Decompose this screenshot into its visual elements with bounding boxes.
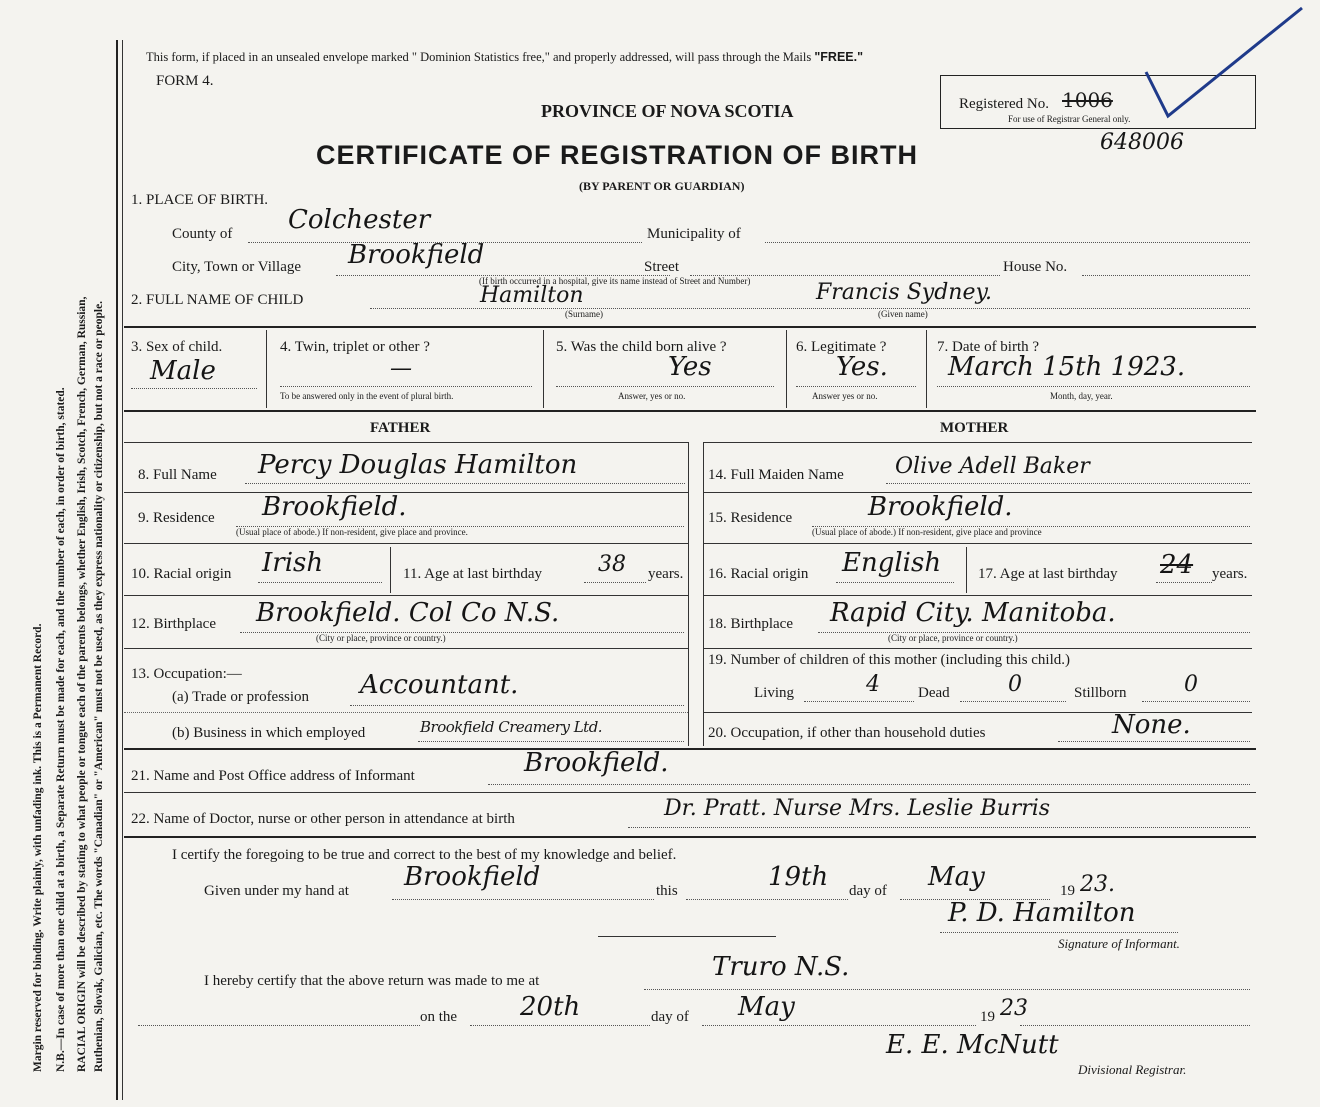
father-years: years.: [648, 566, 684, 582]
section-rule-4: [124, 836, 1256, 838]
mother-age: 24: [1160, 550, 1194, 580]
row3-divider-2: [543, 330, 544, 408]
legitimate-value: Yes.: [836, 352, 888, 382]
father-res-note: (Usual place of abode.) If non-resident, give place and province.: [236, 527, 468, 537]
father-birthplace-line: [240, 632, 684, 633]
hospital-note: (If birth occurred in a hospital, give its name instead of Street and Number): [479, 276, 751, 286]
informant-label: 21. Name and Post Office address of Informant: [131, 768, 415, 784]
informant-sig-line: [940, 932, 1178, 933]
margin-note-4: Ruthenian, Slovak, Galician, etc. The words "Canadian" or "American" must not be used, as they express nationality or citizenship, but not a race or people.: [93, 300, 105, 1072]
section-rule-1: [124, 326, 1256, 328]
given-place-line: [392, 899, 654, 900]
mother-racial-line: [836, 582, 954, 583]
checkmark-icon: [1140, 4, 1310, 134]
form-number: FORM 4.: [156, 73, 214, 89]
registrar-signature: E. E. McNutt: [886, 1030, 1059, 1060]
twin-note: To be answered only in the event of plural birth.: [280, 391, 454, 401]
registrar-day-of-label: day of: [651, 1009, 689, 1025]
section-rule-2: [124, 410, 1256, 412]
sex-label: 3. Sex of child.: [131, 339, 223, 355]
informant-signature: P. D. Hamilton: [948, 898, 1136, 928]
row3-divider-4: [926, 330, 927, 408]
given-under-label: Given under my hand at: [204, 883, 349, 899]
father-heading-rule: [124, 442, 688, 443]
informant-value: Brookfield.: [524, 748, 669, 778]
father-birthplace: Brookfield. Col Co N.S.: [256, 598, 560, 628]
father-racial: Irish: [262, 548, 324, 578]
registrar-day: 20th: [520, 992, 581, 1022]
stamp-number: 648006: [1100, 130, 1184, 155]
business-line: [418, 741, 684, 742]
sex-line: [131, 388, 257, 389]
trade-line: [350, 705, 684, 706]
dob-note: Month, day, year.: [1050, 391, 1113, 401]
father-racial-line: [258, 582, 382, 583]
short-rule: [598, 936, 776, 937]
row13-divider: [124, 712, 688, 713]
mother-age-line: [1156, 582, 1212, 583]
trade-label: (a) Trade or profession: [172, 689, 310, 705]
father-age-label: 11. Age at last birthday: [403, 566, 542, 582]
mother-birthplace: Rapid City. Manitoba.: [830, 598, 1116, 628]
mother-birthplace-label: 18. Birthplace: [708, 616, 793, 632]
dead-line: [960, 701, 1066, 702]
section-rule-3: [124, 748, 1256, 750]
father-heading: FATHER: [370, 420, 431, 436]
margin-rule-inner: [122, 40, 123, 1100]
born-alive-label: 5. Was the child born alive ?: [556, 339, 727, 355]
cert-day-line: [686, 899, 848, 900]
living-count: 4: [866, 672, 880, 697]
registrar-month: May: [738, 992, 795, 1022]
doctor-value: Dr. Pratt. Nurse Mrs. Leslie Burris: [664, 796, 1051, 821]
margin-rule: [116, 40, 118, 1100]
house-label: House No.: [1003, 259, 1068, 275]
registrar-statement: I hereby certify that the above return was made to me at: [204, 973, 540, 989]
mother-heading: MOTHER: [940, 420, 1009, 436]
registrar-month-line: [702, 1025, 976, 1026]
stillborn-label: Stillborn: [1074, 685, 1127, 701]
given-caption: (Given name): [878, 309, 928, 319]
county-label: County of: [172, 226, 233, 242]
postal-note-text: This form, if placed in an unsealed envelope marked " Dominion Statistics free," and properly addressed, will pass through the Mails: [146, 50, 812, 64]
business-label: (b) Business in which employed: [172, 725, 366, 741]
margin-note-1: Margin reserved for binding. Write plainly, with unfading ink. This is a Permanent Record.: [32, 623, 44, 1072]
cert-month: May: [928, 862, 985, 892]
born-alive-line: [556, 386, 774, 387]
father-name: Percy Douglas Hamilton: [258, 450, 578, 480]
postal-note: [146, 50, 863, 65]
registrar-year-prefix: 19: [980, 1009, 995, 1025]
postal-free: "FREE.": [814, 50, 864, 64]
registrar-on-label: on the: [420, 1009, 458, 1025]
registrar-note: For use of Registrar General only.: [1008, 114, 1131, 124]
father-age: 38: [598, 552, 626, 577]
row10-rule: [124, 595, 688, 596]
row9-rule: [124, 543, 688, 544]
legitimate-line: [796, 386, 916, 387]
father-name-line: [245, 483, 685, 484]
registrar-place: Truro N.S.: [712, 952, 850, 982]
child-name-line: [370, 308, 1250, 309]
father-business: Brookfield Creamery Ltd.: [420, 718, 603, 736]
doctor-line: [628, 827, 1250, 828]
certify-statement: I certify the foregoing to be true and correct to the best of my knowledge and belief.: [172, 847, 677, 863]
house-line: [1082, 275, 1250, 276]
registered-value: 1006: [1062, 88, 1113, 112]
row16-rule: [704, 595, 1252, 596]
city-value: Brookfield: [348, 240, 485, 270]
dob-value: March 15th 1923.: [948, 352, 1186, 382]
mother-age-label: 17. Age at last birthday: [978, 566, 1118, 582]
registrar-year-suffix: 23: [1000, 996, 1028, 1021]
twin-label: 4. Twin, triplet or other ?: [280, 339, 430, 355]
mother-occupation-line: [1058, 741, 1250, 742]
legitimate-label: 6. Legitimate ?: [796, 339, 887, 355]
row12-rule: [124, 648, 688, 649]
registrar-year-line: [1020, 1025, 1250, 1026]
mother-occupation: None.: [1112, 710, 1191, 740]
certificate-subtitle: (BY PARENT OR GUARDIAN): [579, 179, 745, 193]
registered-label: Registered No.: [959, 96, 1049, 112]
father-birthplace-note: (City or place, province or country.): [316, 633, 446, 643]
cert-year-prefix: 19: [1060, 883, 1075, 899]
child-surname: Hamilton: [480, 283, 584, 308]
twin-value: —: [390, 356, 412, 381]
father-trade: Accountant.: [360, 670, 519, 700]
certificate-title: CERTIFICATE OF REGISTRATION OF BIRTH: [316, 140, 918, 170]
municipality-line: [765, 242, 1250, 243]
row16-divider: [966, 547, 967, 593]
mother-res-note: (Usual place of abode.) If non-resident, give place and province: [812, 527, 1042, 537]
this-label: this: [656, 883, 678, 899]
mother-residence: Brookfield.: [868, 492, 1013, 522]
mother-name-label: 14. Full Maiden Name: [708, 467, 844, 483]
registrar-caption: Divisional Registrar.: [1078, 1062, 1187, 1077]
living-line: [804, 701, 914, 702]
place-of-birth-label: 1. PLACE OF BIRTH.: [131, 192, 269, 208]
registrar-place-line: [644, 989, 1250, 990]
municipality-label: Municipality of: [647, 226, 741, 242]
province-heading: PROVINCE OF NOVA SCOTIA: [541, 101, 794, 121]
parents-divider-left: [688, 442, 689, 746]
children-label: 19. Number of children of this mother (including this child.): [708, 652, 1071, 668]
given-place: Brookfield: [404, 862, 541, 892]
informant-line: [488, 784, 1250, 785]
mother-name: Olive Adell Baker: [895, 454, 1090, 479]
living-label: Living: [754, 685, 794, 701]
margin-note-2: N.B.—In case of more than one child at a birth, a Separate Return must be made for each, and the number of each, in order of birth, stated.: [55, 387, 67, 1072]
mother-racial-label: 16. Racial origin: [708, 566, 809, 582]
mother-years: years.: [1212, 566, 1248, 582]
street-label: Street: [644, 259, 679, 275]
registrar-on-lead: [138, 1025, 420, 1026]
mother-res-label: 15. Residence: [708, 510, 793, 526]
row18-rule: [704, 648, 1252, 649]
dob-line: [937, 386, 1250, 387]
legitimate-note: Answer yes or no.: [812, 391, 878, 401]
mother-racial: English: [842, 548, 942, 578]
binding-margin: [0, 0, 118, 1107]
father-residence: Brookfield.: [262, 492, 407, 522]
row21-rule: [124, 792, 1256, 793]
twin-line: [280, 386, 532, 387]
county-value: Colchester: [288, 205, 431, 235]
mother-occupation-label: 20. Occupation, if other than household duties: [708, 725, 986, 741]
city-label: City, Town or Village: [172, 259, 302, 275]
cert-day-of-label: day of: [849, 883, 887, 899]
surname-caption: (Surname): [565, 309, 603, 319]
row3-divider-3: [786, 330, 787, 408]
sex-value: Male: [150, 356, 216, 386]
father-name-label: 8. Full Name: [138, 467, 217, 483]
stillborn-count: 0: [1184, 672, 1198, 697]
dead-label: Dead: [918, 685, 950, 701]
informant-sig-caption: Signature of Informant.: [1058, 936, 1180, 951]
mother-birthplace-line: [818, 632, 1250, 633]
row10-divider: [390, 547, 391, 593]
child-name-label: 2. FULL NAME OF CHILD: [131, 292, 304, 308]
born-alive-value: Yes: [668, 352, 712, 382]
row15-rule: [704, 543, 1252, 544]
occupation-label: 13. Occupation:—: [131, 666, 242, 682]
dead-count: 0: [1008, 672, 1022, 697]
cert-year-suffix: 23.: [1080, 872, 1115, 897]
father-age-line: [584, 582, 646, 583]
dob-label: 7. Date of birth ?: [937, 339, 1040, 355]
child-given-name: Francis Sydney.: [816, 280, 992, 305]
stillborn-line: [1142, 701, 1250, 702]
row3-divider-1: [266, 330, 267, 408]
father-racial-label: 10. Racial origin: [131, 566, 232, 582]
registrar-day-line: [470, 1025, 650, 1026]
parents-divider-right: [703, 442, 704, 746]
doctor-label: 22. Name of Doctor, nurse or other person in attendance at birth: [131, 811, 515, 827]
margin-note-3: RACIAL ORIGIN will be described by stating to what people or tongue each of the parents belongs, whether English, Irish, Scotch, French, German, Russian,: [76, 296, 88, 1072]
mother-birthplace-note: (City or place, province or country.): [888, 633, 1018, 643]
born-alive-note: Answer, yes or no.: [618, 391, 686, 401]
father-birthplace-label: 12. Birthplace: [131, 616, 216, 632]
cert-day: 19th: [768, 862, 829, 892]
father-res-label: 9. Residence: [138, 510, 215, 526]
mother-heading-rule: [704, 442, 1252, 443]
mother-name-line: [886, 483, 1250, 484]
